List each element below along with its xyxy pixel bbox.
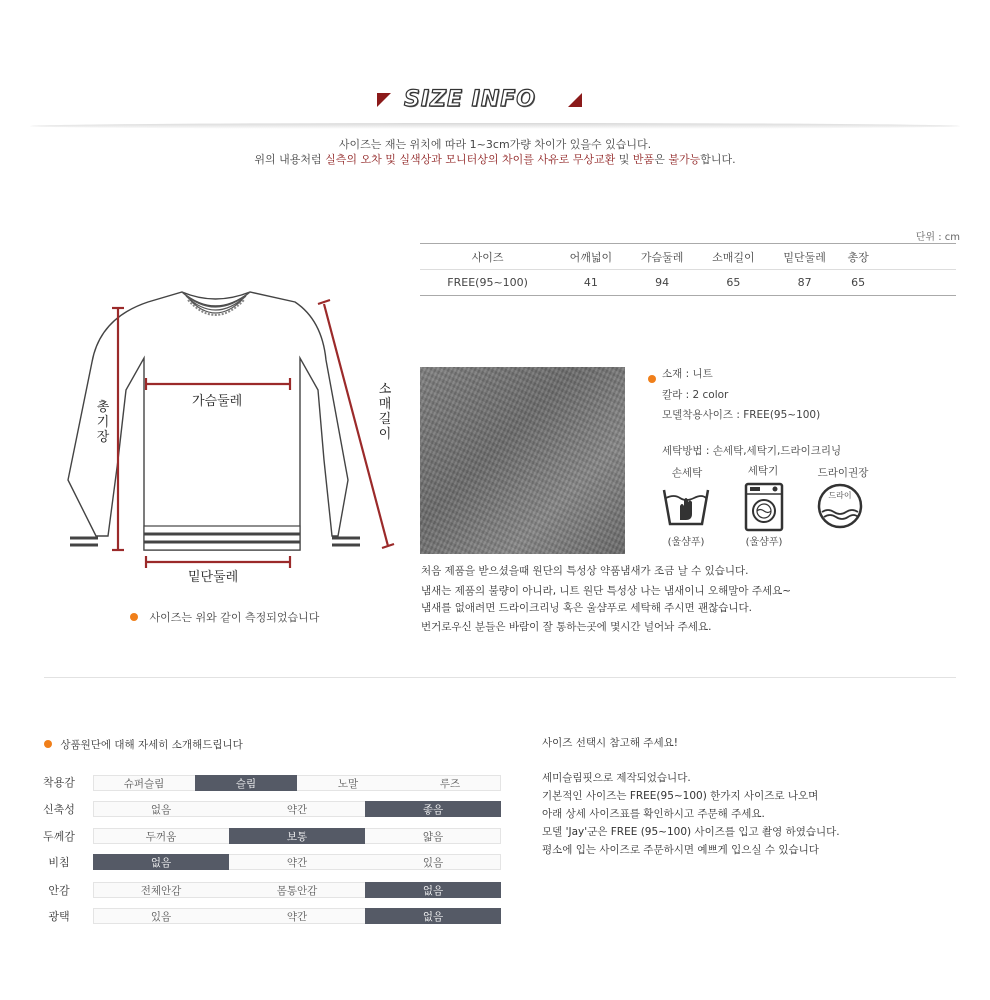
title-triangle-right-icon bbox=[568, 93, 582, 107]
scale-option: 슈퍼슬림 bbox=[123, 777, 165, 790]
notice-highlight: 실측의 오차 및 실색상과 모니터상의 차이를 사유로 무상교환 bbox=[325, 153, 616, 166]
table-cell: 65 bbox=[726, 276, 741, 289]
scale-option-selected: 보통 bbox=[229, 828, 365, 844]
length-char: 장 bbox=[96, 430, 110, 445]
column-spacer bbox=[876, 244, 956, 270]
length-label bbox=[95, 400, 111, 445]
lining-scale bbox=[93, 882, 501, 898]
column-header: 어깨넓이 bbox=[569, 250, 613, 264]
care-sub-label: (울샴푸) bbox=[745, 537, 783, 548]
sweater-diagram bbox=[60, 280, 420, 585]
column-header: 사이즈 bbox=[471, 250, 504, 264]
fabric-detail-title bbox=[44, 737, 243, 752]
gloss-scale bbox=[93, 908, 501, 924]
orange-dot-icon bbox=[130, 613, 138, 621]
section-title bbox=[0, 86, 990, 116]
row-label-sheerness: 비침 bbox=[48, 856, 70, 869]
unit-label: 단위 : cm bbox=[915, 232, 960, 243]
size-advice-line: 아래 상세 사이즈표를 확인하시고 주문해 주세요. bbox=[542, 808, 765, 820]
care-label: 세탁기 bbox=[747, 465, 779, 477]
sleeve-char: 길 bbox=[378, 412, 392, 427]
notice-text: 합니다. bbox=[700, 153, 736, 166]
care-label: 드라이권장 bbox=[817, 467, 869, 479]
table-cell: 94 bbox=[655, 276, 670, 289]
scale-option: 약간 bbox=[286, 910, 308, 923]
measure-note bbox=[130, 609, 319, 625]
notice-highlight: 반품 bbox=[632, 153, 655, 166]
scale-option: 몸통안감 bbox=[276, 884, 318, 897]
size-advice-line: 모델 'Jay'군은 FREE (95~100) 사이즈를 입고 촬영 하였습니다. bbox=[542, 826, 840, 838]
care-paragraph-line: 번거로우신 분들은 바람이 잘 통하는곳에 몇시간 널어놔 주세요. bbox=[421, 621, 712, 633]
stretch-scale bbox=[93, 801, 501, 817]
chest-label: 가슴둘레 bbox=[192, 394, 243, 409]
row-label-thickness: 두께감 bbox=[43, 830, 75, 843]
row-label-fit: 착용감 bbox=[43, 776, 75, 789]
spec-bullet bbox=[648, 368, 656, 387]
scale-option: 있음 bbox=[422, 856, 444, 869]
title-triangle-left-icon bbox=[377, 93, 391, 107]
size-notice-line-1: 사이즈는 재는 위치에 따라 1~3cm가량 차이가 있을수 있습니다. bbox=[338, 138, 652, 151]
wash-method-text: 세탁방법 : 손세탁,세탁기,드라이크리닝 bbox=[662, 445, 842, 457]
notice-highlight: 불가능 bbox=[668, 153, 701, 166]
length-char: 기 bbox=[96, 415, 110, 430]
orange-dot-icon bbox=[44, 740, 52, 748]
care-sub-label: (울샴푸) bbox=[667, 537, 705, 548]
column-header: 가슴둘레 bbox=[640, 250, 684, 264]
fit-scale bbox=[93, 775, 501, 791]
table-row bbox=[420, 270, 956, 296]
scale-option: 두꺼움 bbox=[145, 830, 177, 843]
washing-machine-icon bbox=[744, 482, 784, 532]
size-advice-line: 평소에 입는 사이즈로 주문하시면 예쁘게 입으실 수 있습니다 bbox=[542, 844, 819, 856]
hem-label: 밑단둘레 bbox=[188, 570, 239, 585]
size-advice-line: 기본적인 사이즈는 FREE(95~100) 한가지 사이즈로 나오며 bbox=[542, 790, 819, 802]
page-title: SIZE INFO bbox=[404, 87, 536, 112]
column-header: 밑단둘레 bbox=[783, 250, 826, 264]
size-table-header-row bbox=[420, 244, 956, 270]
row-label-stretch: 신축성 bbox=[43, 803, 75, 816]
hand-wash-icon bbox=[660, 484, 712, 530]
scale-option: 없음 bbox=[150, 803, 172, 816]
scale-option: 얇음 bbox=[422, 830, 444, 843]
color-text: 칼라 : 2 color bbox=[662, 389, 729, 401]
row-label-lining: 안감 bbox=[48, 884, 70, 897]
notice-text: 및 bbox=[615, 153, 633, 166]
thickness-scale bbox=[93, 828, 501, 844]
sleeve-label bbox=[377, 382, 393, 442]
notice-text: 위의 내용처럼 bbox=[254, 153, 326, 166]
size-advice-line: 세미슬림핏으로 제작되었습니다. bbox=[542, 772, 691, 784]
care-paragraph-line: 처음 제품을 받으셨을때 원단의 특성상 약품냄새가 조금 날 수 있습니다. bbox=[421, 565, 749, 577]
fabric-detail-title-text: 상품원단에 대해 자세히 소개해드립니다 bbox=[60, 739, 243, 751]
notice-text: 은 bbox=[654, 153, 669, 166]
scale-option-selected: 좋음 bbox=[365, 801, 501, 817]
orange-dot-icon bbox=[648, 375, 656, 383]
scale-option-selected: 없음 bbox=[365, 908, 501, 924]
table-cell: 87 bbox=[797, 276, 812, 289]
model-size-text: 모델착용사이즈 : FREE(95~100) bbox=[662, 409, 821, 421]
size-notice-line-2 bbox=[0, 151, 990, 167]
table-spacer bbox=[876, 270, 956, 296]
row-label-gloss: 광택 bbox=[48, 910, 70, 923]
scale-option-selected: 없음 bbox=[365, 882, 501, 898]
size-advice-title: 사이즈 선택시 참고해 주세요! bbox=[542, 737, 678, 749]
table-cell: 65 bbox=[851, 276, 866, 289]
scale-option-selected: 없음 bbox=[93, 854, 229, 870]
scale-option-selected: 슬림 bbox=[195, 775, 297, 791]
care-label: 손세탁 bbox=[671, 467, 703, 479]
fabric-texture-image bbox=[420, 367, 625, 554]
section-divider bbox=[44, 677, 956, 678]
sleeve-char: 이 bbox=[378, 427, 392, 442]
scale-option: 약간 bbox=[286, 856, 308, 869]
scale-option: 있음 bbox=[150, 910, 172, 923]
scale-option: 루즈 bbox=[439, 777, 461, 790]
table-cell: FREE(95~100) bbox=[447, 276, 528, 289]
column-header: 소매길이 bbox=[712, 250, 755, 264]
column-header: 총장 bbox=[847, 250, 869, 264]
dry-clean-badge: 드라이 bbox=[828, 491, 852, 500]
scale-option: 약간 bbox=[286, 803, 308, 816]
title-divider bbox=[30, 123, 960, 129]
sweater-outline-icon bbox=[60, 280, 420, 580]
material-text: 소재 : 니트 bbox=[662, 368, 713, 380]
measure-note-text: 사이즈는 위와 같이 측정되었습니다 bbox=[149, 611, 320, 624]
table-cell: 41 bbox=[583, 276, 598, 289]
scale-option: 노말 bbox=[337, 777, 359, 790]
sleeve-char: 매 bbox=[378, 397, 392, 412]
care-paragraph-line: 냄새를 없애려면 드라이크리닝 혹은 울샴푸로 세탁해 주시면 괜찮습니다. bbox=[421, 602, 752, 614]
care-paragraph-line: 냄새는 제품의 불량이 아니라, 니트 원단 특성상 나는 냄새이니 오해말아 주세요~ bbox=[421, 585, 792, 597]
sheerness-scale bbox=[93, 854, 501, 870]
length-char: 총 bbox=[96, 400, 110, 415]
scale-option: 전체안감 bbox=[140, 884, 182, 897]
size-table bbox=[420, 243, 956, 296]
sleeve-char: 소 bbox=[378, 382, 392, 397]
